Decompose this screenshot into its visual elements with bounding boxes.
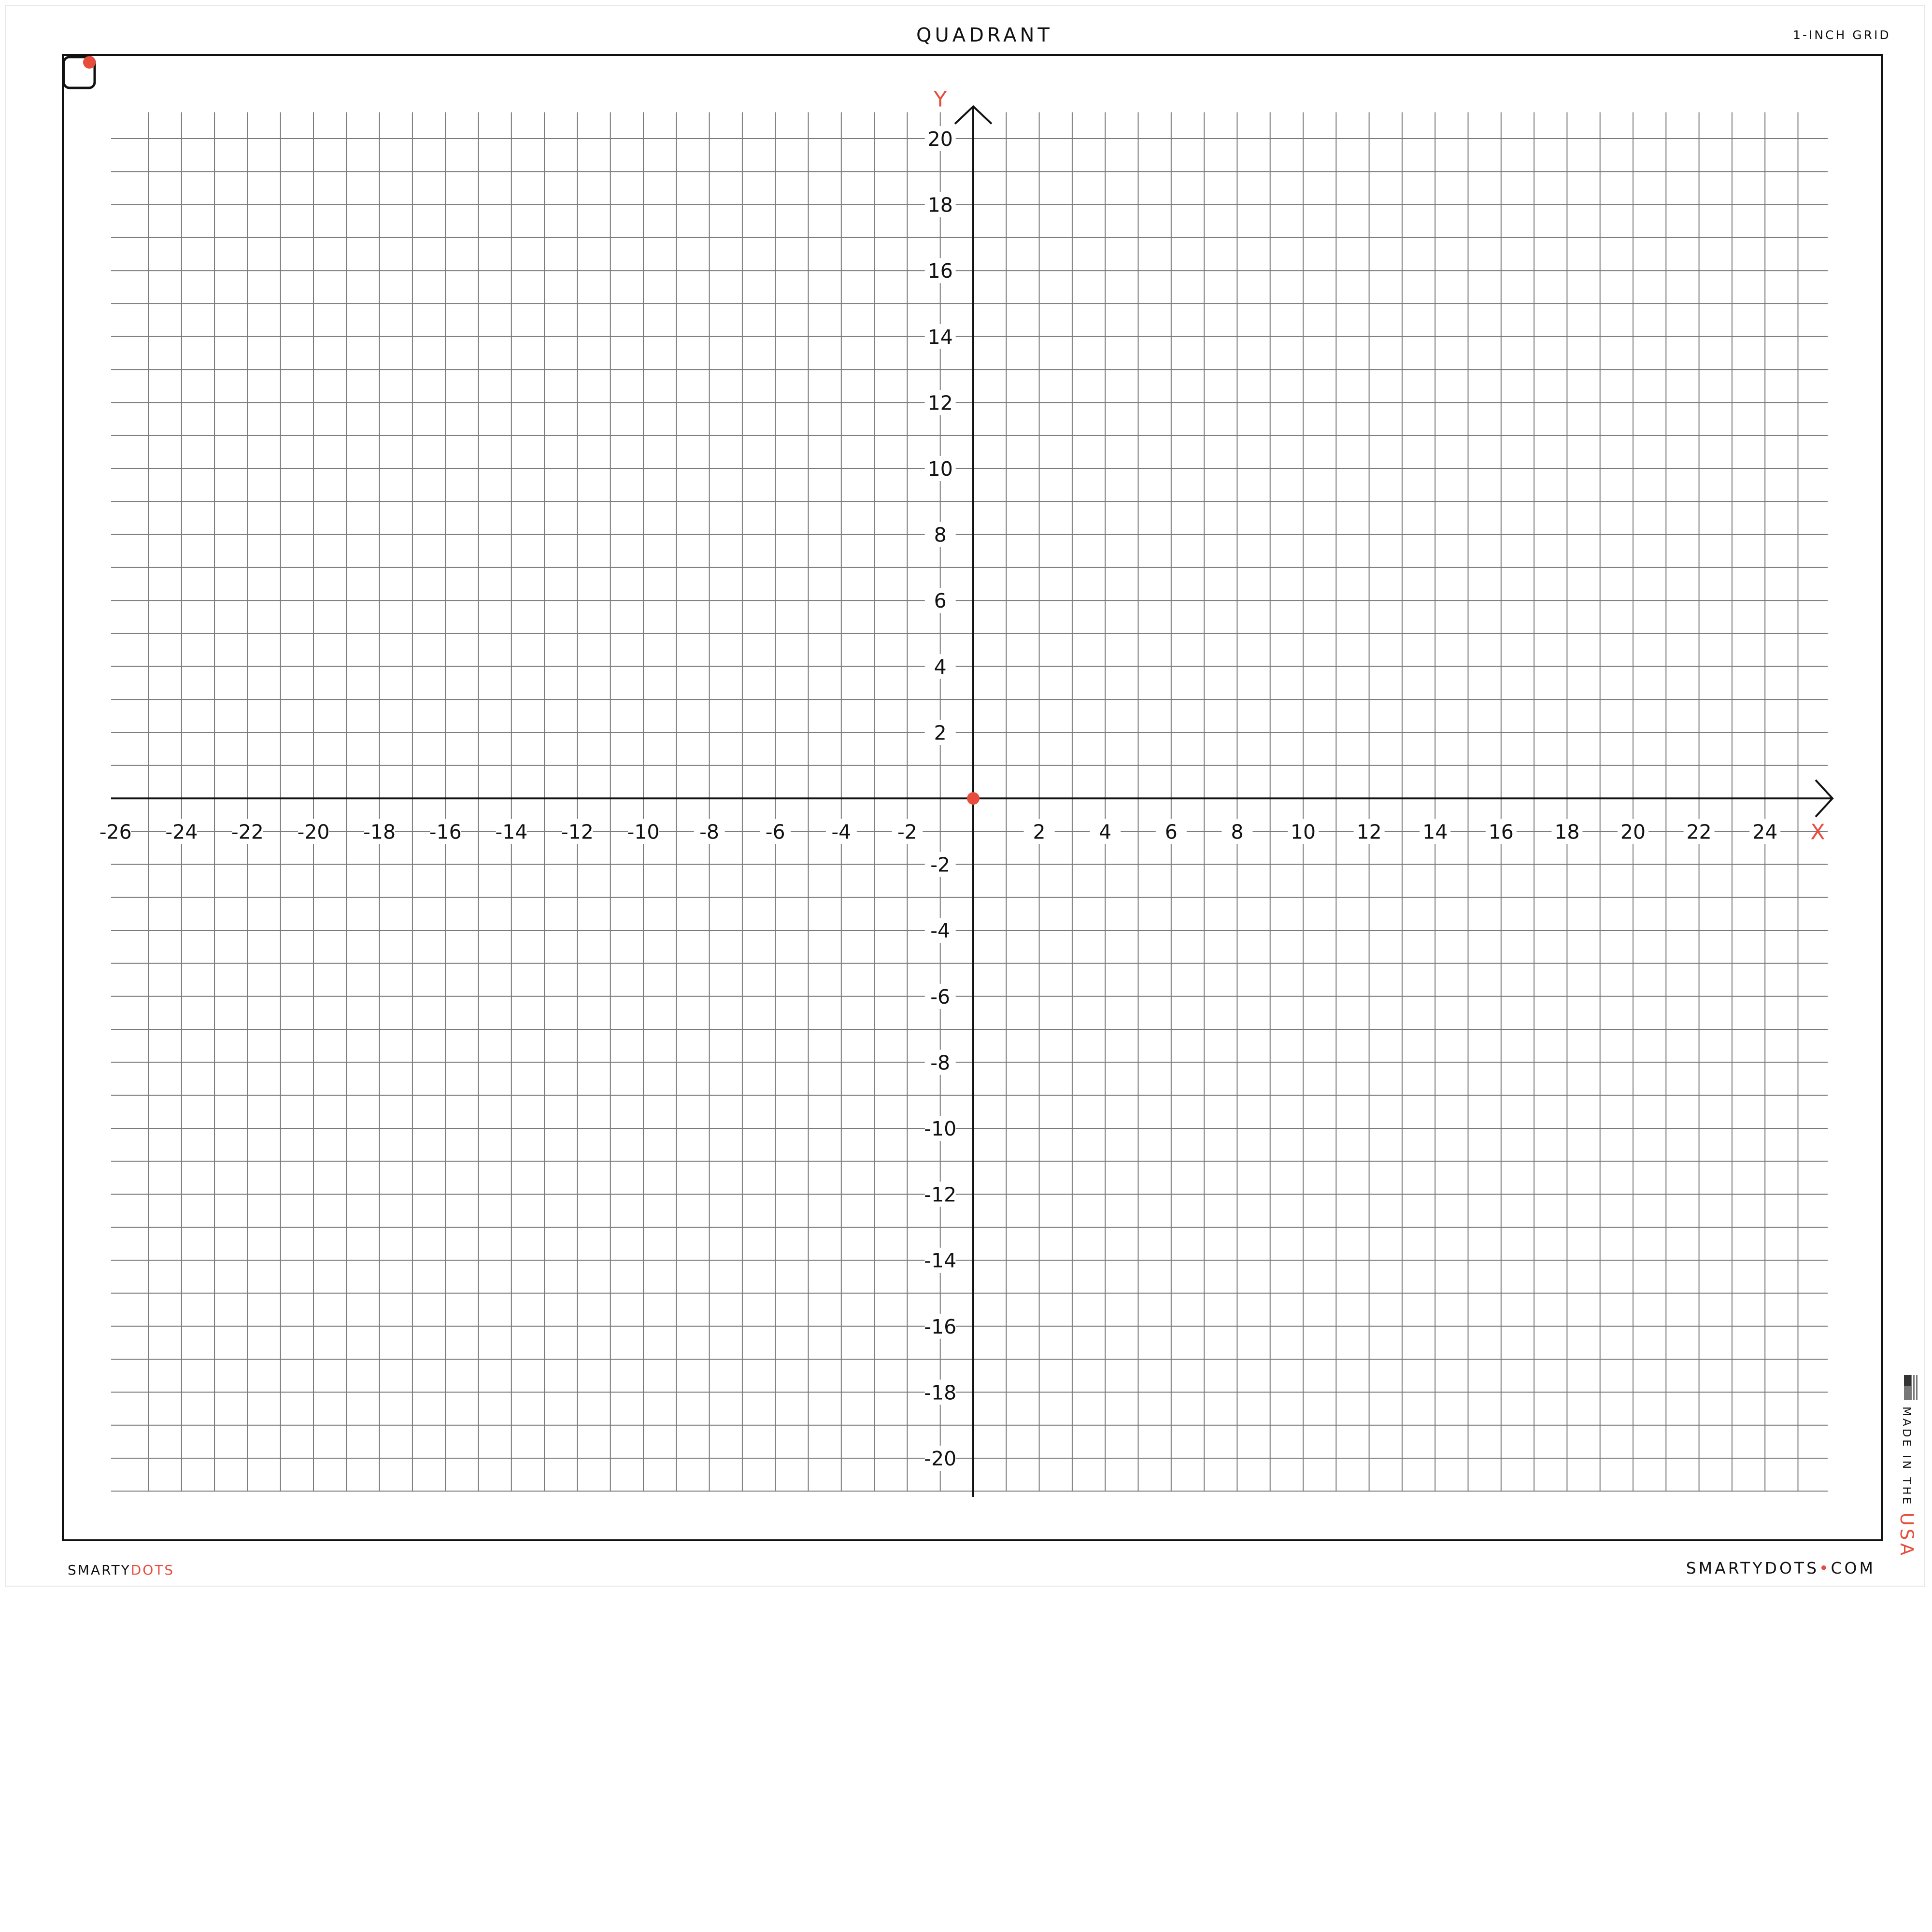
brand-logo-left	[68, 1562, 174, 1578]
brand-right-main: SMARTYDOTS	[1686, 1559, 1819, 1577]
x-tick-label: -20	[297, 820, 330, 844]
x-tick-label: -26	[99, 820, 132, 844]
y-tick-label: -6	[930, 985, 951, 1009]
x-tick-label: -14	[495, 820, 528, 844]
y-tick-label: -4	[930, 919, 951, 943]
x-tick-label: 2	[1033, 820, 1046, 844]
x-tick-label: -10	[627, 820, 660, 844]
y-tick-label: 4	[934, 655, 947, 679]
brand-left-accent: DOTS	[130, 1562, 175, 1578]
x-tick-label: 4	[1099, 820, 1112, 844]
origin-dot-icon	[967, 792, 980, 805]
rounded-square-with-red-dot-icon	[64, 56, 96, 88]
tick-labels	[99, 87, 1825, 1471]
brand-website	[1686, 1559, 1875, 1577]
x-tick-label: 14	[1422, 820, 1448, 844]
x-tick-label: 8	[1231, 820, 1244, 844]
y-tick-label: -16	[924, 1315, 957, 1338]
y-tick-label: -20	[924, 1447, 957, 1470]
x-tick-label: -16	[429, 820, 462, 844]
brand-left-main: SMARTY	[68, 1562, 131, 1578]
x-tick-label: -24	[165, 820, 198, 844]
x-tick-label: -2	[897, 820, 917, 844]
quadrant-grid-sheet	[5, 5, 1925, 1587]
x-tick-label: -22	[231, 820, 264, 844]
made-in-text: MADE IN THE	[1900, 1406, 1913, 1507]
y-tick-label: 14	[927, 325, 953, 349]
x-tick-label: 18	[1554, 820, 1580, 844]
x-tick-label: 12	[1356, 820, 1382, 844]
x-tick-label: -8	[699, 820, 720, 844]
x-tick-label: -4	[831, 820, 852, 844]
us-flag-icon	[1904, 1375, 1918, 1400]
y-tick-label: -10	[924, 1117, 957, 1140]
y-tick-label: 6	[934, 589, 947, 613]
x-tick-label: 6	[1165, 820, 1178, 844]
y-axis-label: Y	[934, 87, 947, 112]
axes	[111, 106, 1833, 1497]
coordinate-grid	[6, 6, 1926, 1588]
y-tick-label: 18	[927, 193, 953, 217]
x-tick-label: 10	[1290, 820, 1316, 844]
y-tick-label: 10	[927, 457, 953, 481]
x-tick-label: -12	[561, 820, 594, 844]
y-tick-label: -12	[924, 1183, 957, 1207]
y-tick-label: -8	[930, 1051, 951, 1075]
y-tick-label: 8	[934, 523, 947, 547]
y-tick-label: 12	[927, 391, 953, 415]
grid-size-label: 1-INCH GRID	[1793, 28, 1891, 42]
brand-right-dot: •	[1819, 1559, 1831, 1577]
x-tick-label: 24	[1752, 820, 1778, 844]
page-title: QUADRANT	[916, 24, 1053, 46]
y-tick-label: 2	[934, 721, 947, 745]
x-tick-label: 20	[1620, 820, 1646, 844]
y-tick-label: -18	[924, 1381, 957, 1405]
x-axis-label: X	[1810, 820, 1825, 845]
x-tick-label: -6	[765, 820, 785, 844]
y-tick-label: -14	[924, 1249, 957, 1273]
y-tick-label: 16	[927, 259, 953, 283]
x-tick-label: 16	[1488, 820, 1514, 844]
made-in-usa-label	[1896, 1406, 1917, 1558]
brand-right-tld: COM	[1831, 1559, 1875, 1577]
made-in-country: USA	[1896, 1512, 1917, 1559]
x-tick-label: 22	[1686, 820, 1712, 844]
y-tick-label: 20	[927, 128, 953, 151]
x-tick-label: -18	[363, 820, 396, 844]
y-tick-label: -2	[930, 853, 951, 877]
